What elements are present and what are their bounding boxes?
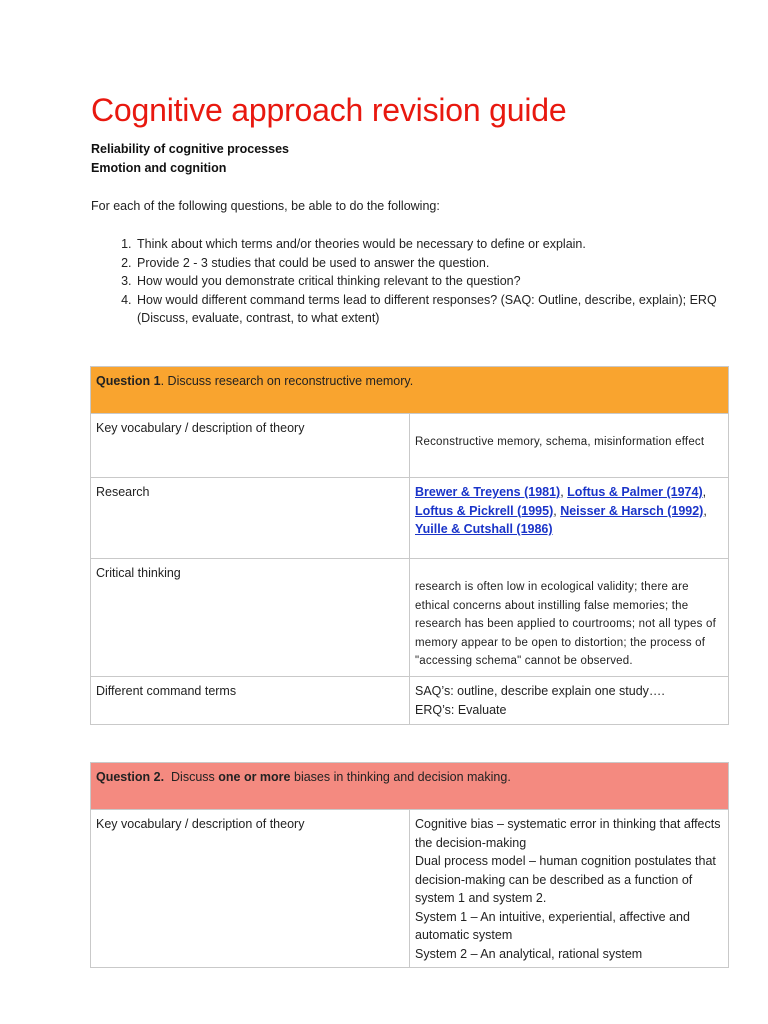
list-item: 2. Provide 2 - 3 studies that could be used to answer the question. — [135, 254, 735, 273]
list-item: 1. Think about which terms and/or theories would be necessary to define or explain. — [135, 235, 735, 254]
question-1-text: . Discuss research on reconstructive memory. — [160, 374, 414, 388]
research-link[interactable]: Yuille & Cutshall (1986) — [415, 522, 553, 536]
question-2-label: Question 2. — [96, 770, 165, 784]
vocab-cell — [410, 414, 729, 478]
research-link[interactable]: Loftus & Pickrell (1995) — [415, 503, 554, 518]
list-item: 3. How would you demonstrate critical thinking relevant to the question? — [135, 272, 735, 291]
question-2-header-row — [91, 763, 729, 810]
q2-vocab-line: Dual process model – human cognition postulates that decision-making can be described as a function of system 1 and system 2. — [415, 854, 716, 905]
q2-vocab-label: Key vocabulary / description of theory — [91, 810, 410, 968]
q2-vocab-cell — [410, 810, 729, 968]
research-label: Research — [91, 478, 410, 559]
question-1-header — [91, 367, 729, 414]
research-cell: Brewer & Treyens (1981), Loftus & Palmer (1974), Loftus & Pickrell (1995), Neisser & Harsch (1992), Yuille & Cutshall (1986) — [410, 478, 729, 559]
instructions-list — [91, 235, 735, 328]
command-line-erq: ERQ’s: Evaluate — [415, 702, 507, 717]
q2-vocab-line: System 1 – An intuitive, experiential, affective and automatic system — [415, 909, 690, 942]
vocab-text: Reconstructive memory, schema, misinformation effect — [415, 436, 705, 448]
question-1-table — [90, 366, 729, 725]
intro-text: For each of the following questions, be able to do the following: — [91, 199, 440, 213]
table-row — [91, 414, 729, 478]
question-2-header — [91, 763, 729, 810]
list-item: 4. How would different command terms lead to different responses? (SAQ: Outline, describe, explain); ERQ (Discuss, evaluate, contrast, to what extent) — [135, 291, 735, 328]
q2-vocab-line: System 2 – An analytical, rational system — [415, 946, 643, 961]
question-2-text-post: biases in thinking and decision making. — [290, 770, 511, 784]
research-link[interactable]: Brewer & Treyens (1981) — [415, 485, 561, 499]
table-row — [91, 810, 729, 968]
command-label: Different command terms — [91, 677, 410, 725]
command-cell — [410, 677, 729, 725]
subtitle-reliability: Reliability of cognitive processes — [91, 142, 289, 156]
question-2-table — [90, 762, 729, 968]
q2-vocab-line: Cognitive bias – systematic error in thinking that affects the decision-making — [415, 817, 721, 850]
question-1-header-row — [91, 367, 729, 414]
question-2-text-bold: one or more — [218, 770, 291, 784]
critical-cell — [410, 559, 729, 677]
page-title: Cognitive approach revision guide — [91, 92, 567, 128]
research-link[interactable]: Loftus & Palmer (1974) — [567, 485, 703, 499]
subtitle-emotion: Emotion and cognition — [91, 161, 227, 175]
vocab-label: Key vocabulary / description of theory — [91, 414, 410, 478]
table-row — [91, 478, 729, 559]
critical-text: research is often low in ecological validity; there are ethical concerns about instilling false memories; the research has been applied to courtrooms; not all types of memory appear to be open to distortion; the process of "accessing schema" cannot be observed. — [415, 581, 716, 667]
research-link[interactable]: Neisser & Harsch (1992) — [560, 503, 704, 518]
table-row — [91, 559, 729, 677]
question-1-label: Question 1 — [96, 374, 161, 388]
table-row — [91, 677, 729, 725]
question-2-text-pre: Discuss — [171, 770, 219, 784]
critical-label: Critical thinking — [91, 559, 410, 677]
command-line-saq: SAQ’s: outline, describe explain one study…. — [415, 684, 665, 698]
